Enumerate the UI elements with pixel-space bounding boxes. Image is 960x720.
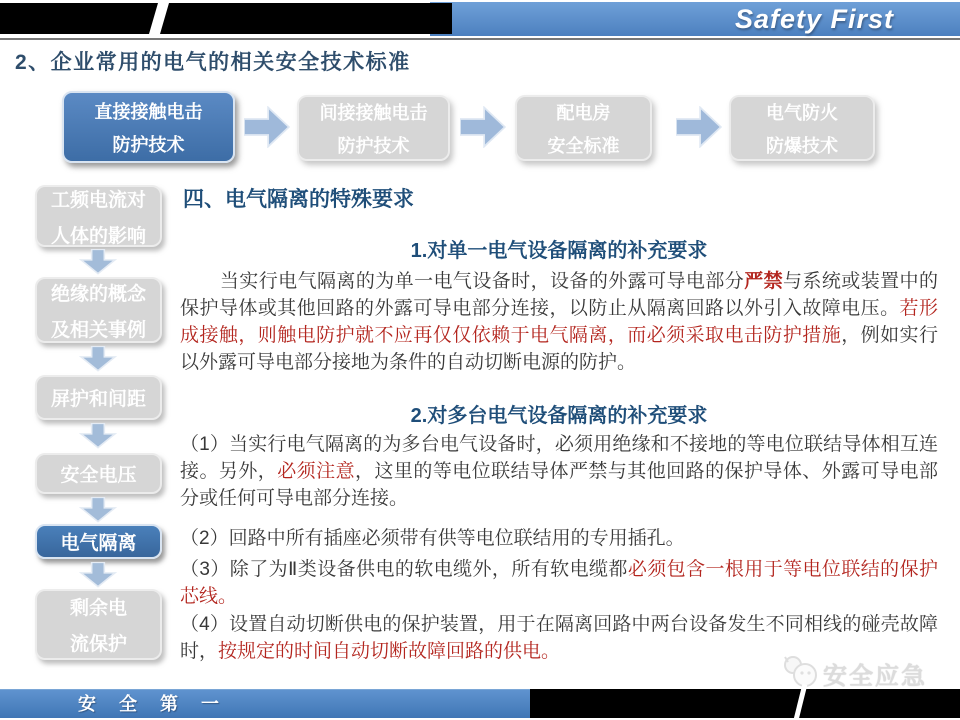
sidebar-item-label: 及相关事例 bbox=[50, 319, 146, 341]
sidebar-item-safety-voltage[interactable] bbox=[35, 453, 162, 494]
header-bar bbox=[0, 0, 960, 40]
watermark-text: 安全应急 bbox=[823, 662, 927, 690]
down-arrow-icon bbox=[79, 249, 117, 275]
footer-blue-band bbox=[0, 689, 530, 718]
sidebar-item-label: 工频电流对 bbox=[50, 189, 146, 211]
sidebar-item-label: 剩余电 bbox=[69, 598, 127, 619]
flow-step-label: 电气防火 bbox=[766, 102, 838, 123]
sidebar-item-power-frequency-current[interactable] bbox=[35, 185, 162, 247]
paragraph-multi-device-1: （1）当实行电气隔离的为多台电气设备时，必须用绝缘和不接地的等电位联结导体相互连接。另外，必须注意，这里的等电位联结导体严禁与其他回路的保护导体、外露可导电部分或任何可导电部分连接。 bbox=[180, 434, 938, 509]
sidebar-item-insulation-concept[interactable] bbox=[35, 277, 162, 343]
footer-black-band bbox=[530, 689, 960, 718]
paragraph-single-device: 当实行电气隔离的为单一电气设备时，设备的外露可导电部分严禁与系统或装置中的保护导体或其他回路的外露可导电部分连接，以防止从隔离回路以外引入故障电压。若形成接触，则触电防护就不应再仅仅依赖于电气隔离，而必须采取电击防护措施，例如实行以外露可导电部分接地为条件的自动切断电源的防护。 bbox=[180, 271, 938, 373]
flow-step-label: 配电房 bbox=[556, 102, 611, 123]
header-divider bbox=[0, 38, 960, 40]
sidebar bbox=[35, 185, 162, 665]
header-black-left bbox=[0, 3, 158, 34]
sidebar-item-label: 屏护和间距 bbox=[50, 389, 146, 410]
flow-step-distribution-room[interactable] bbox=[515, 95, 652, 161]
down-arrow-icon bbox=[79, 423, 117, 449]
right-arrow-icon bbox=[676, 106, 722, 148]
header-black-mid bbox=[160, 3, 452, 34]
down-arrow-icon bbox=[79, 497, 117, 523]
sidebar-item-residual-current-protection[interactable] bbox=[35, 589, 162, 660]
flow-step-label: 间接接触电击 bbox=[319, 102, 428, 123]
flow-step-indirect-contact[interactable] bbox=[297, 95, 450, 161]
footer-bar bbox=[0, 689, 960, 718]
subsection-2-title: 2.对多台电气设备隔离的补充要求 bbox=[410, 405, 708, 427]
sidebar-item-label: 安全电压 bbox=[60, 465, 137, 486]
sidebar-item-shielding-clearance[interactable] bbox=[35, 375, 162, 420]
flow-step-label: 防爆技术 bbox=[766, 135, 838, 156]
down-arrow-icon bbox=[79, 562, 117, 588]
flow-step-label: 防护技术 bbox=[112, 134, 185, 155]
subsection-1-title: 1.对单一电气设备隔离的补充要求 bbox=[410, 240, 708, 262]
brand-text: Safety First bbox=[734, 4, 894, 34]
paragraph-multi-device-4: （4）设置自动切断供电的保护装置，用于在隔离回路中两台设备发生不同相线的碰壳故障时，按规定的时间自动切断故障回路的供电。 bbox=[180, 614, 938, 662]
sidebar-item-label: 绝缘的概念 bbox=[50, 283, 146, 305]
flow-step-direct-contact[interactable] bbox=[62, 91, 235, 163]
right-arrow-icon bbox=[244, 106, 290, 148]
flow-step-label: 直接接触电击 bbox=[94, 101, 203, 122]
header-blue-band bbox=[430, 2, 960, 36]
footer-slogan: 安 全 第 一 bbox=[78, 694, 229, 714]
sidebar-item-label: 流保护 bbox=[69, 634, 127, 655]
right-arrow-icon bbox=[460, 106, 506, 148]
section-title: 四、电气隔离的特殊要求 bbox=[183, 188, 414, 211]
mascot-icon bbox=[781, 655, 819, 691]
flow-step-label: 防护技术 bbox=[337, 135, 410, 156]
main-content bbox=[180, 186, 938, 686]
flow-step-label: 安全标准 bbox=[547, 135, 620, 156]
sidebar-item-label: 电气隔离 bbox=[60, 533, 137, 554]
flow-step-fire-explosion[interactable] bbox=[729, 95, 875, 161]
down-arrow-icon bbox=[79, 346, 117, 372]
page-title: 2、企业常用的电气的相关安全技术标准 bbox=[15, 51, 411, 74]
sidebar-item-electrical-isolation[interactable] bbox=[35, 524, 162, 559]
paragraph-multi-device-2: （2）回路中所有插座必须带有供等电位联结用的专用插孔。 bbox=[180, 528, 685, 549]
paragraph-multi-device-3: （3）除了为Ⅱ类设备供电的软电缆外，所有软电缆都必须包含一根用于等电位联结的保护芯线。 bbox=[180, 559, 938, 607]
sidebar-item-label: 人体的影响 bbox=[50, 225, 146, 247]
